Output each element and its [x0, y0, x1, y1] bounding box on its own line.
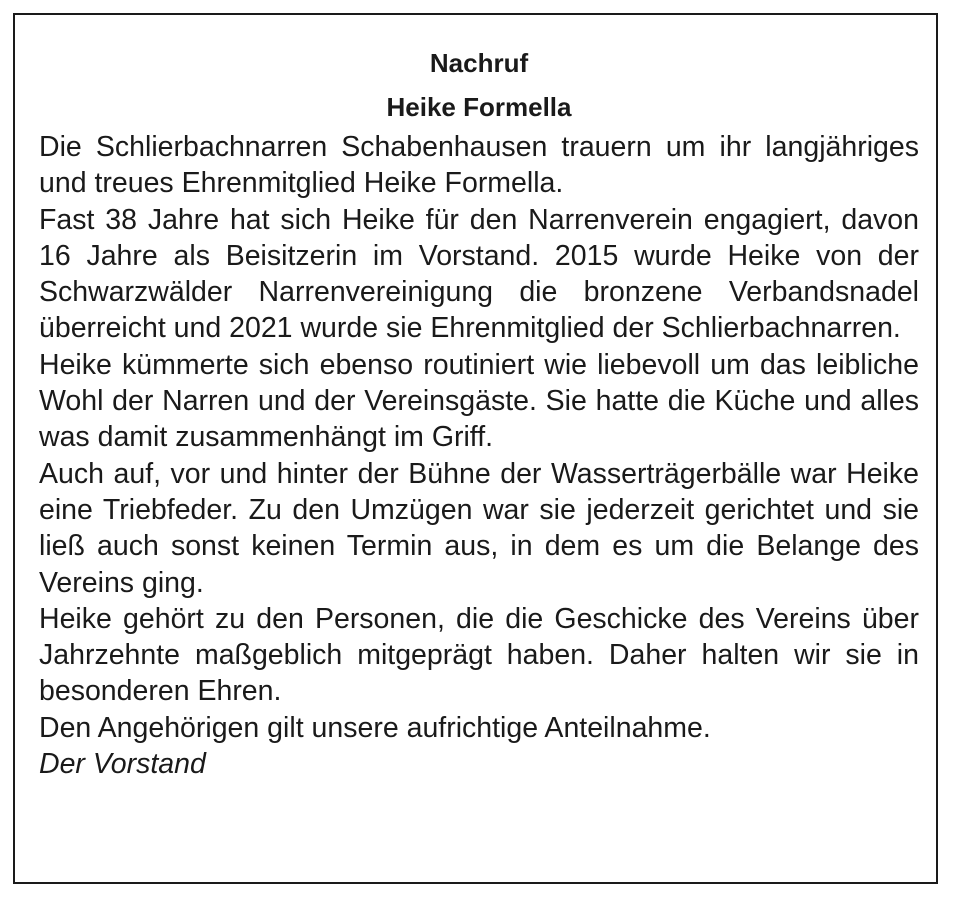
paragraph-kitchen: Heike kümmerte sich ebenso routiniert wie liebevoll um das leibliche Wohl der Narren und der Vereinsgäste. Sie hatte die Küche und alles was damit zusammenhängt im Griff. [39, 348, 919, 454]
paragraph-intro: Die Schlierbachnarren Schabenhausen trauern um ihr langjähriges und treues Ehrenmitglied Heike Formella. [39, 131, 919, 200]
signature: Der Vorstand [39, 748, 206, 781]
notice-body [39, 129, 919, 782]
paragraph-membership: Fast 38 Jahre hat sich Heike für den Narrenverein engagiert, davon 16 Jahre als Beisitzerin im Vorstand. 2015 wurde Heike von der Schwarzwälder Narrenvereinigung die bronzene Verbandsnadel überreicht und 2021 wurde sie Ehrenmitglied der Schlierbachnarren. [39, 203, 919, 345]
deceased-name: Heike Formella [386, 92, 572, 122]
paragraph-stage: Auch auf, vor und hinter der Bühne der Wasserträgerbälle war Heike eine Triebfeder. Zu den Umzügen war sie jederzeit gerichtet und sie ließ auch sonst keinen Termin aus, in dem es um die Belange des Vereins ging. [39, 457, 919, 599]
obituary-notice [13, 13, 938, 884]
paragraph-condolence: Den Angehörigen gilt unsere aufrichtige Anteilnahme. [39, 711, 711, 744]
notice-content [39, 41, 919, 782]
notice-heading: Nachruf [429, 48, 529, 78]
paragraph-legacy: Heike gehört zu den Personen, die die Geschicke des Vereins über Jahrzehnte maßgeblich mitgeprägt haben. Daher halten wir sie in besonderen Ehren. [39, 602, 919, 708]
